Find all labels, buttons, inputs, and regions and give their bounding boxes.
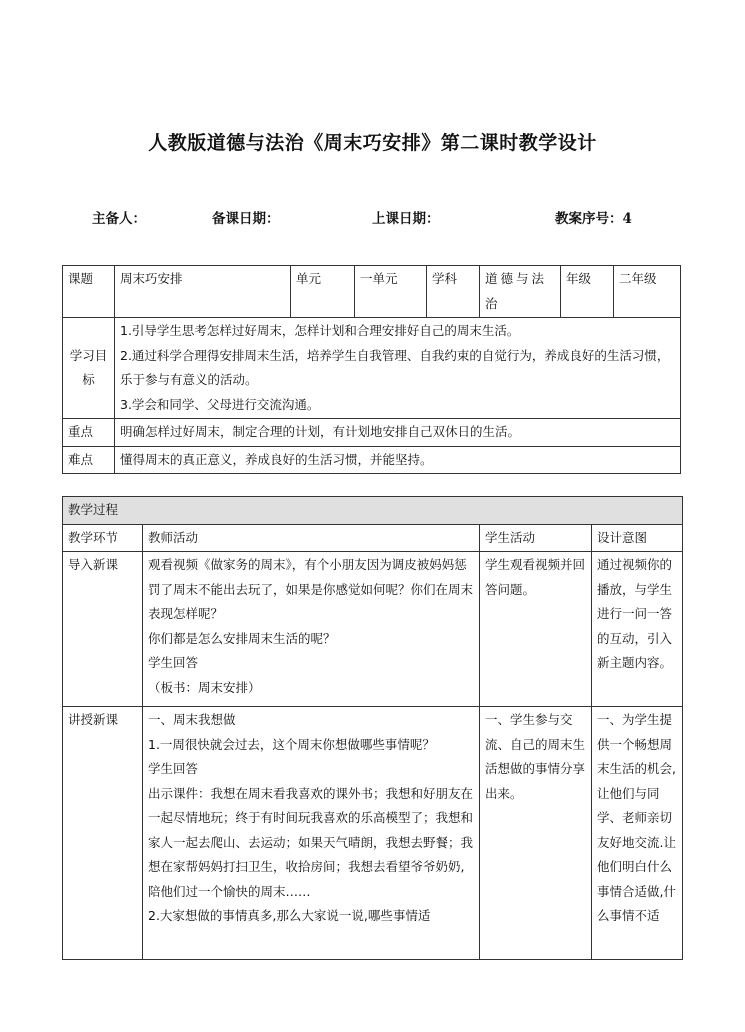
teacher-activity-line: 学生回答 (148, 655, 199, 670)
teacher-activity-line: 一、周末我想做 (148, 712, 236, 727)
student-activity-cell: 学生观看视频并回答问题。 (480, 552, 592, 707)
prep-date-label: 备课日期： (212, 211, 280, 227)
table-row (63, 446, 681, 474)
subject-value: 道德与法治 (480, 266, 561, 318)
design-intent-cell: 一、为学生提供一个畅想周末生活的机会,让他们与同学、老师亲切友好地交流.让他们明白什么事情合适做,什么事情不适 (592, 707, 683, 960)
unit-value: 一单元 (355, 266, 427, 318)
teacher-activity-line: 2.大家想做的事情真多,那么大家说一说,哪些事情适 (148, 908, 431, 923)
process-header: 教学过程 (63, 497, 683, 525)
table-row (63, 707, 683, 960)
topic-value: 周末巧安排 (115, 266, 291, 318)
teacher-activity-cell (143, 552, 480, 707)
column-header: 教学环节 (63, 524, 143, 552)
author-label: 主备人： (92, 211, 146, 227)
column-header: 教师活动 (143, 524, 480, 552)
key-point-value: 明确怎样过好周末，制定合理的计划，有计划地安排自己双休日的生活。 (115, 419, 681, 447)
grade-value: 二年级 (614, 266, 681, 318)
teacher-activity-line: 学生回答 (148, 761, 199, 776)
table-row (63, 318, 681, 419)
column-header: 学生活动 (480, 524, 592, 552)
difficulty-value: 懂得周末的真正意义，养成良好的生活习惯，并能坚持。 (115, 446, 681, 474)
stage-cell: 讲授新课 (63, 707, 143, 960)
topic-label: 课题 (63, 266, 115, 318)
table-row (63, 266, 681, 318)
student-activity-cell: 一、学生参与交流、自己的周末生活想做的事情分享出来。 (480, 707, 592, 960)
unit-label: 单元 (291, 266, 355, 318)
lesson-info-table (62, 265, 681, 474)
key-point-label: 重点 (63, 419, 115, 447)
class-date-label: 上课日期： (372, 211, 440, 227)
stage-cell: 导入新课 (63, 552, 143, 707)
grade-label: 年级 (561, 266, 614, 318)
teaching-process-table (62, 496, 683, 960)
table-row (63, 552, 683, 707)
goal-item: 1.引导学生思考怎样过好周末，怎样计划和合理安排好自己的周末生活。 (120, 323, 520, 338)
subject-label: 学科 (427, 266, 480, 318)
teacher-activity-line: 你们都是怎么安排周末生活的呢？ (148, 630, 336, 646)
plan-number-label: 教案序号：4 (555, 211, 632, 227)
difficulty-label: 难点 (63, 446, 115, 474)
goal-item: 3.学会和同学、父母进行交流沟通。 (120, 396, 320, 412)
goals-cell (115, 318, 681, 419)
teacher-activity-line: 1.一周很快就会过去，这个周末你想做哪些事情呢？ (148, 736, 435, 752)
teacher-activity-line: 观看视频《做家务的周末》，有个小朋友因为调皮被妈妈惩罚了周末不能出去玩了，如果是你感觉如何呢？你们在周末表现怎样呢？ (148, 557, 474, 621)
goal-item: 2.通过科学合理得安排周末生活，培养学生自我管理、自我约束的自觉行为，养成良好的生活习惯，乐于参与有意义的活动。 (120, 347, 670, 387)
column-header: 设计意图 (592, 524, 683, 552)
design-intent-cell: 通过视频你的播放，与学生进行一问一答的互动，引入新主题内容。 (592, 552, 683, 707)
teacher-activity-cell (143, 707, 480, 960)
document-title: 人教版道德与法治《周末巧安排》第二课时教学设计 (148, 132, 597, 154)
column-header-row (63, 524, 683, 552)
table-row (63, 419, 681, 447)
teacher-activity-line: （板书：周末安排） (148, 679, 261, 695)
teacher-activity-line: 出示课件：我想在周末看我喜欢的课外书；我想和好朋友在一起尽情地玩；终于有时间玩我喜欢的乐高模型了；我想和家人一起去爬山、去运动；如果天气晴朗，我想去野餐；我想在家帮妈妈打扫卫生，收拾房间；我想去看望爷爷奶奶,陪他们过一个愉快的周末…… (148, 785, 474, 899)
table-header-row (63, 497, 683, 525)
goals-label: 学习目标 (63, 318, 115, 419)
